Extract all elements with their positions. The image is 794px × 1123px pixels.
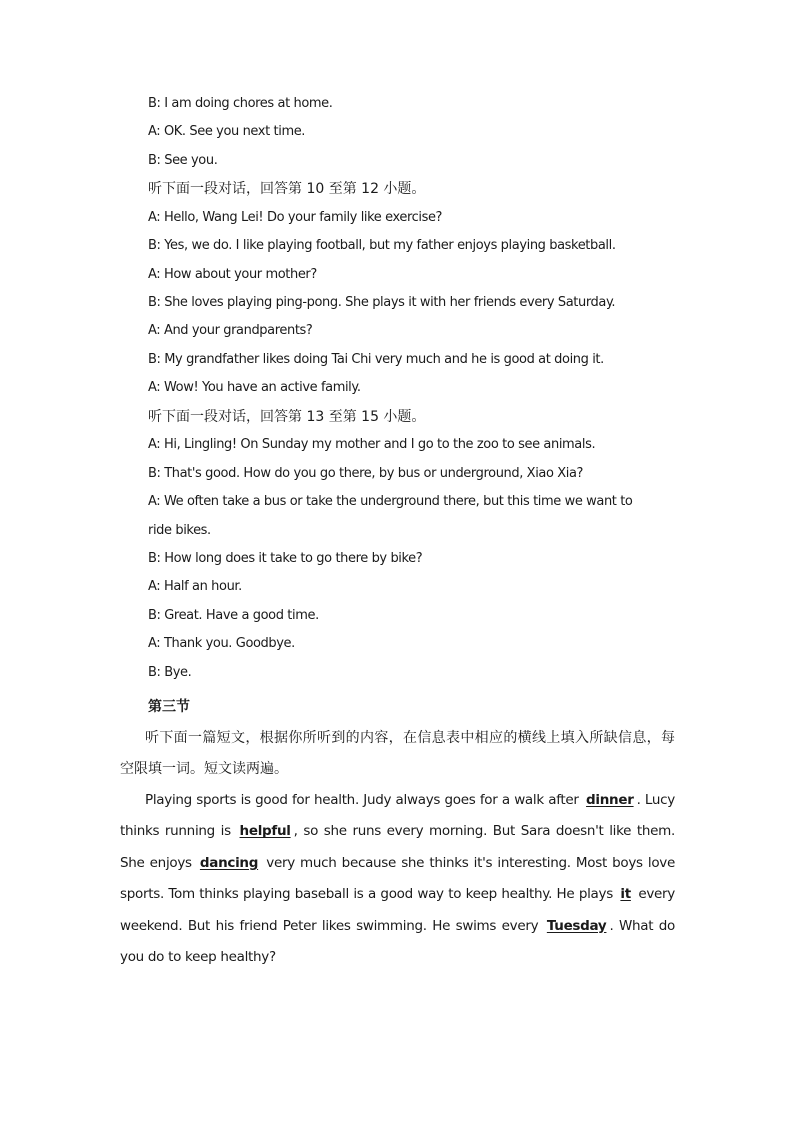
answer-blank: Tuesday xyxy=(546,917,607,934)
dialogue-line: A: Thank you. Goodbye. xyxy=(148,636,295,651)
dialogue-line: B: I am doing chores at home. xyxy=(148,96,333,111)
passage-text: , so she runs every morning. But Sara doesn't like them. She enjoys xyxy=(120,823,675,871)
dialogue-line: A: And your grandparents? xyxy=(148,323,313,338)
dialogue-line: A: OK. See you next time. xyxy=(148,124,306,139)
section-heading: 听下面一段对话，回答第 13 至第 15 小题。 xyxy=(148,409,426,425)
dialogue-line: B: Bye. xyxy=(148,665,192,680)
dialogue-line: A: Half an hour. xyxy=(148,579,242,594)
answer-blank: helpful xyxy=(239,823,291,840)
dialogue-line: A: Hello, Wang Lei! Do your family like exercise? xyxy=(148,210,443,225)
answer-blank: dinner xyxy=(586,792,634,808)
passage-text: very much because she thinks it's interesting. Most boys love sports. Tom thinks playing baseball is a good way to keep healthy. He plays xyxy=(120,854,676,903)
passage-paragraph xyxy=(120,785,675,973)
dialogue-line: B: That's good. How do you go there, by bus or underground, Xiao Xia? xyxy=(148,466,584,481)
dialogue-line: A: How about your mother? xyxy=(148,267,317,282)
dialogue-line: B: Great. Have a good time. xyxy=(148,608,319,623)
dialogue-line: B: My grandfather likes doing Tai Chi very much and he is good at doing it. xyxy=(148,352,604,367)
dialogue-line: A: We often take a bus or take the underground there, but this time we want to xyxy=(148,494,633,509)
passage-text: every weekend. But his friend Peter likes swimming. He swims every xyxy=(120,886,675,934)
answer-blank: it xyxy=(620,886,631,903)
answer-blank: dancing xyxy=(199,854,259,871)
passage-text: Playing sports is good for health. Judy always goes for a walk after xyxy=(145,792,584,808)
dialogue-line: B: Yes, we do. I like playing football, but my father enjoys playing basketball. xyxy=(148,238,616,253)
dialogue-line: B: See you. xyxy=(148,153,218,168)
section-heading: 听下面一段对话，回答第 10 至第 12 小题。 xyxy=(148,181,426,197)
dialogue-line: ride bikes. xyxy=(148,523,211,538)
dialogue-line: B: She loves playing ping-pong. She plays it with her friends every Saturday. xyxy=(148,295,616,310)
dialogue-line: B: How long does it take to go there by bike? xyxy=(148,551,423,566)
passage-text: . Lucy thinks running is xyxy=(120,792,675,840)
passage-text: . What do you do to keep healthy? xyxy=(120,917,675,966)
instructions-paragraph: 听下面一篇短文，根据你所听到的内容，在信息表中相应的横线上填入所缺信息，每空限填一词。短文读两遍。 xyxy=(120,730,675,777)
section-title: 第三节 xyxy=(148,699,190,715)
dialogue-line: A: Hi, Lingling! On Sunday my mother and I go to the zoo to see animals. xyxy=(148,437,596,452)
dialogue-line: A: Wow! You have an active family. xyxy=(148,380,361,395)
